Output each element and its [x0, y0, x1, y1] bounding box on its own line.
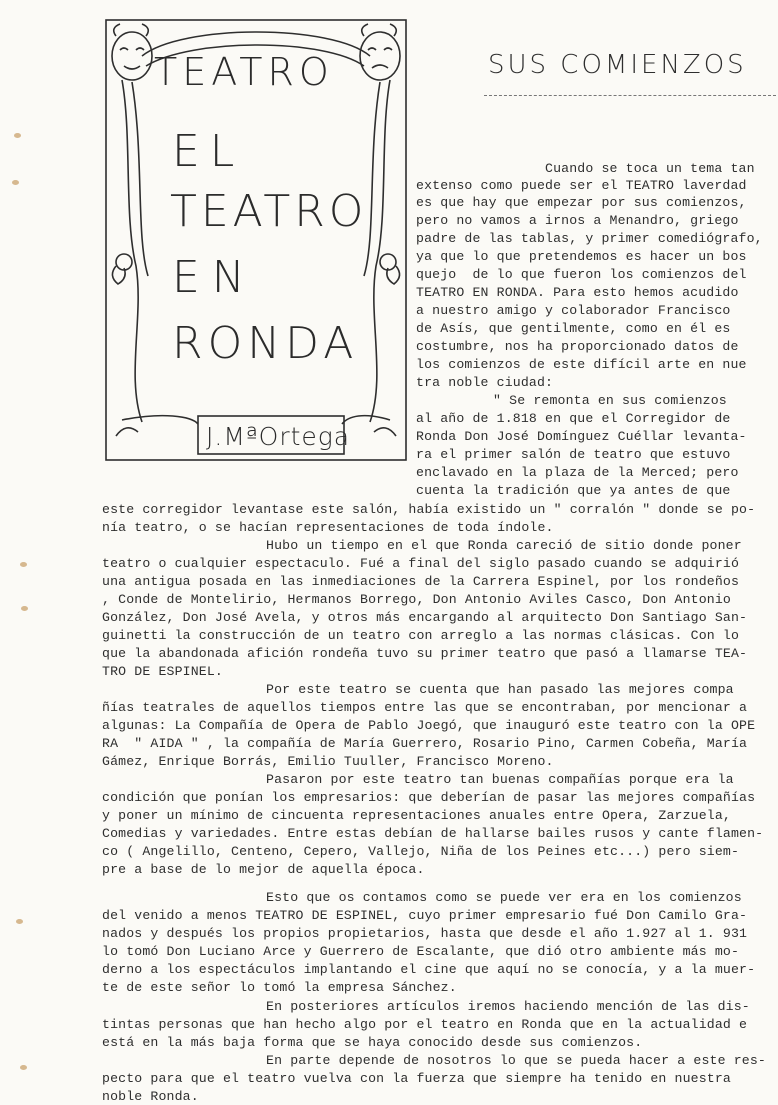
text-line: del venido a menos TEATRO DE ESPINEL, cuyo primer empresario fué Don Camilo Gra-	[102, 908, 748, 923]
text-line: que la abandonada afición rondeña tuvo su primer teatro que pasó a llamarse TEA-	[102, 646, 748, 661]
text-line: , Conde de Montelirio, Hermanos Borrego, Don Antonio Aviles Casco, Don Antonio	[102, 592, 731, 607]
text-line: pecto para que el teatro vuelva con la fuerza que siempre ha tenido en nuestra	[102, 1071, 731, 1086]
art-title-en: EN	[172, 252, 257, 303]
text-line: te de este señor lo tomó la empresa Sánchez.	[102, 980, 457, 995]
text-line: Hubo un tiempo en el que Ronda careció de sitio donde poner	[266, 538, 742, 553]
punch-mark	[20, 1065, 27, 1070]
text-line: Pasaron por este teatro tan buenas compañías porque era la	[266, 772, 734, 787]
text-line: Ronda Don José Domínguez Cuéllar levanta-	[416, 429, 747, 444]
text-line: condición que ponían los empresarios: que deberían de pasar las mejores compañías	[102, 790, 756, 805]
text-line: teatro o cualquier espectaculo. Fué a final del siglo pasado cuando se adquirió	[102, 556, 740, 571]
text-line: co ( Angelillo, Centeno, Cepero, Vallejo, Niña de los Peines etc...) pero siem-	[102, 844, 740, 859]
art-title-teatro-2: TEATRO	[170, 186, 368, 237]
text-line: " Se remonta en sus comienzos	[493, 393, 727, 408]
text-line: este corregidor levantase este salón, había existido un " corralón " donde se po-	[102, 502, 756, 517]
text-line: tintas personas que han hecho algo por el teatro en Ronda que en la actualidad e	[102, 1017, 748, 1032]
heading-underline	[484, 95, 776, 97]
text-line: quejo de lo que fueron los comienzos del	[416, 267, 747, 282]
text-line: nía teatro, o se hacían representaciones de toda índole.	[102, 520, 554, 535]
text-line: está en la más baja forma que se haya conocido desde sus comienzos.	[102, 1035, 643, 1050]
art-title-ronda: RONDA	[172, 318, 359, 369]
text-line: ñías teatrales de aquellos tiempos entre las que se encontraban, por mencionar a	[102, 700, 748, 715]
text-line: es que hay que empezar por sus comienzos,	[416, 195, 747, 210]
text-line: pre a base de lo mejor de aquella época.	[102, 862, 425, 877]
text-line: ya que lo que pretendemos es hacer un bos	[416, 249, 747, 264]
text-line: Por este teatro se cuenta que han pasado las mejores compa	[266, 682, 734, 697]
text-line: derno a los espectáculos implantando el cine que aquí no se conocía, y a la muer-	[102, 962, 756, 977]
text-line: tra noble ciudad:	[416, 375, 554, 390]
text-line: En posteriores artículos iremos haciendo mención de las dis-	[266, 999, 750, 1014]
text-line: lo tomó Don Luciano Arce y Guerrero de Escalante, que dió otro ambiente más mo-	[102, 944, 740, 959]
text-line: pero no vamos a irnos a Menandro, griego	[416, 213, 739, 228]
art-title-teatro: TEATRO	[154, 50, 334, 94]
text-line: guinetti la construcción de un teatro con arreglo a las normas clásicas. Con lo	[102, 628, 740, 643]
page-heading: SUS COMIENZOS	[488, 50, 747, 80]
text-line: a nuestro amigo y colaborador Francisco	[416, 303, 731, 318]
text-line: Esto que os contamos como se puede ver era en los comienzos	[266, 890, 742, 905]
text-line: costumbre, nos ha proporcionado datos de	[416, 339, 739, 354]
text-line: cuenta la tradición que ya antes de que	[416, 483, 731, 498]
art-author-signature: J.MªOrtega	[206, 422, 351, 451]
text-line: una antigua posada en las inmediaciones de la Carrera Espinel, por los rondeños	[102, 574, 740, 589]
text-line: González, Don José Avela, y otros más encargando al arquitecto Don Santiago San-	[102, 610, 748, 625]
text-line: Gámez, Enrique Borrás, Emilio Tuuller, Francisco Moreno.	[102, 754, 554, 769]
text-line: de Asís, que gentilmente, como en él es	[416, 321, 731, 336]
text-line: los comienzos de este difícil arte en nue	[416, 357, 747, 372]
art-title-el: EL	[172, 126, 245, 177]
text-line: padre de las tablas, y primer comediógrafo,	[416, 231, 763, 246]
text-line: TEATRO EN RONDA. Para esto hemos acudido	[416, 285, 739, 300]
text-line: Cuando se toca un tema tan	[545, 161, 755, 176]
text-line: y poner un mínimo de cincuenta representaciones anuales entre Opera, Zarzuela,	[102, 808, 731, 823]
text-line: RA " AIDA " , la compañía de María Guerrero, Rosario Pino, Carmen Cobeña, María	[102, 736, 748, 751]
text-line: algunas: La Compañía de Opera de Pablo Joegó, que inauguró este teatro con la OPE	[102, 718, 756, 733]
punch-mark	[12, 180, 19, 185]
text-line: TRO DE ESPINEL.	[102, 664, 223, 679]
text-line: En parte depende de nosotros lo que se pueda hacer a este res-	[266, 1053, 766, 1068]
text-line: enclavado en la plaza de la Merced; pero	[416, 465, 739, 480]
text-line: Comedias y variedades. Entre estas debían de hallarse bailes rusos y cante flamen-	[102, 826, 764, 841]
title-illustration	[102, 16, 410, 464]
text-line: ra el primer salón de teatro que estuvo	[416, 447, 731, 462]
text-line: nados y después los propios propietarios, hasta que desde el año 1.927 al 1. 931	[102, 926, 748, 941]
text-line: extenso como puede ser el TEATRO laverdad	[416, 178, 747, 193]
text-line: al año de 1.818 en que el Corregidor de	[416, 411, 731, 426]
text-line: noble Ronda.	[102, 1089, 199, 1104]
punch-mark	[21, 606, 28, 611]
punch-mark	[16, 919, 23, 924]
punch-mark	[20, 562, 27, 567]
punch-mark	[14, 133, 21, 138]
